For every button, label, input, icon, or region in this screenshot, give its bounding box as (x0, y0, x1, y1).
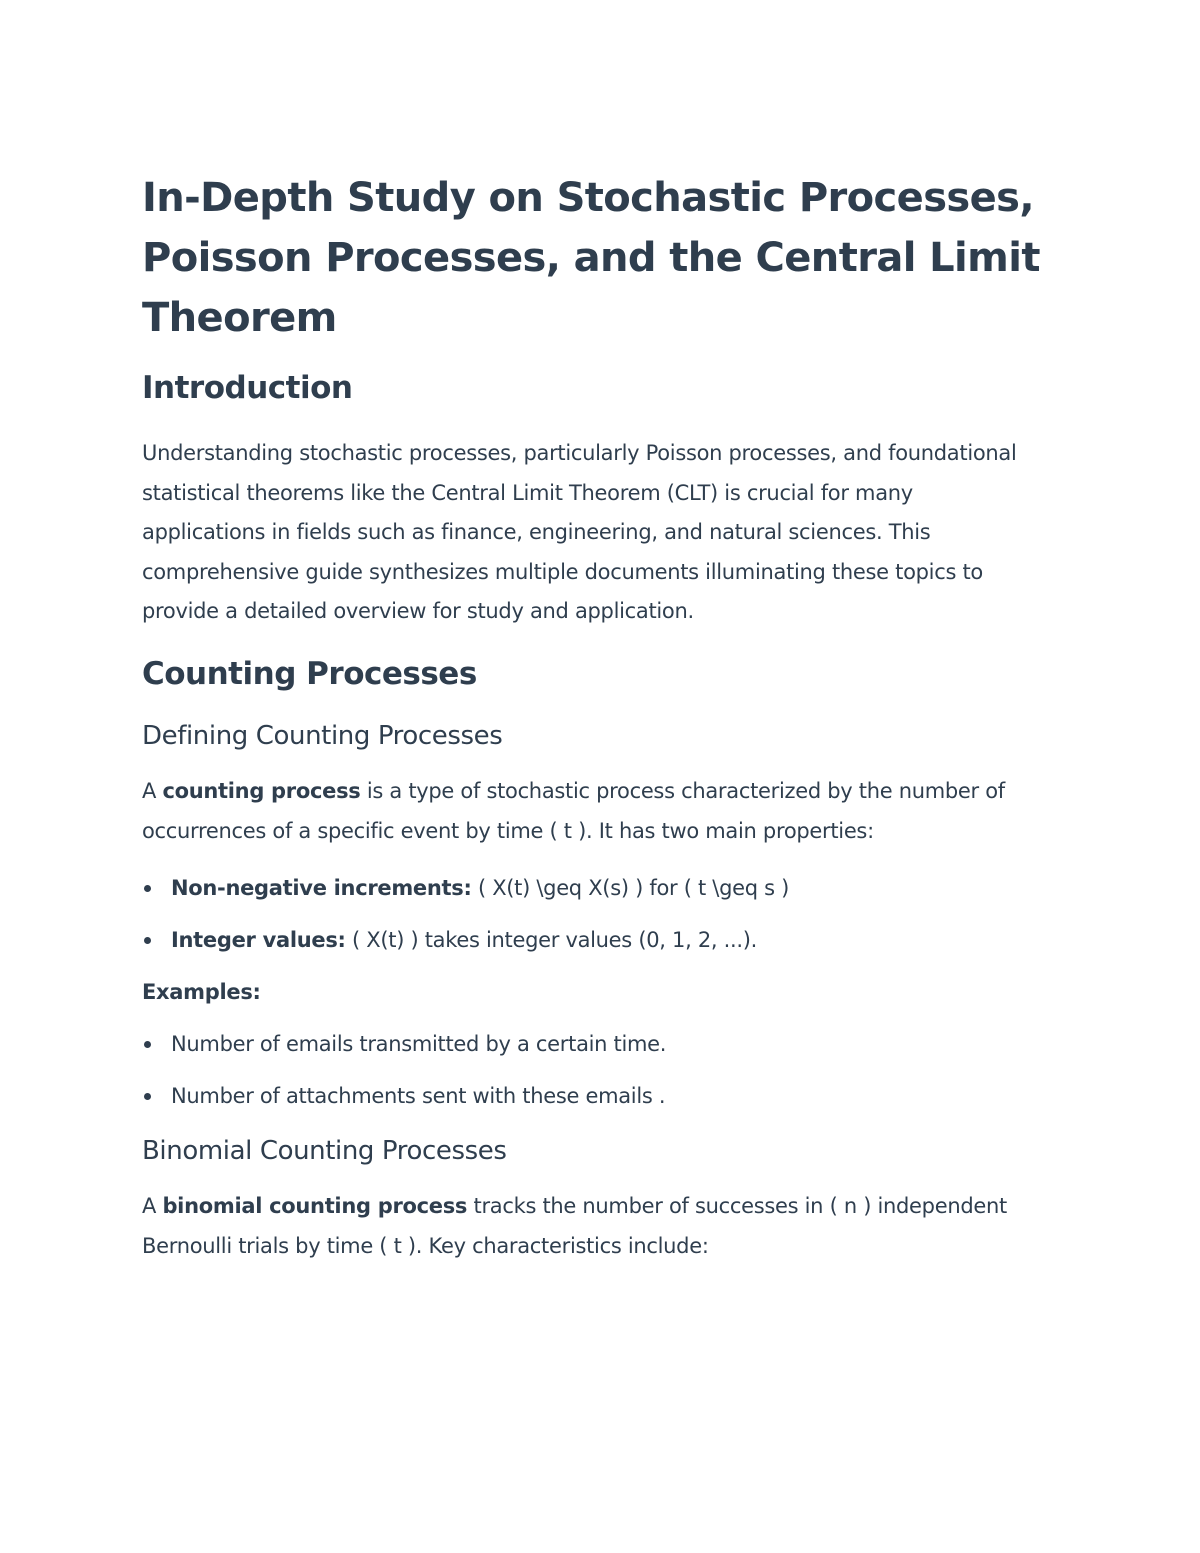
property-text: ( X(t) ) takes integer values (0, 1, 2, ...). (345, 928, 758, 953)
introduction-heading: Introduction (142, 370, 353, 406)
property-text: ( X(t) \geq X(s) ) for ( t \geq s ) (471, 876, 790, 901)
binomial-counting-processes-heading: Binomial Counting Processes (142, 1136, 507, 1167)
definition-text: is a type of stochastic process characterized by the number of occurrences of a specific event by time ( t ). It has two main properties: (142, 778, 1005, 843)
document-title: In-Depth Study on Stochastic Processes, Poisson Processes, and the Central Limit Theorem (142, 175, 1040, 341)
list-item (142, 873, 1042, 903)
document-page (142, 168, 1042, 1288)
counting-process-definition (142, 772, 1042, 851)
list-item (142, 925, 1042, 955)
list-item: Number of attachments sent with these emails . (142, 1081, 1042, 1111)
examples-list (142, 1029, 1042, 1111)
properties-list (142, 873, 1042, 955)
binomial-prefix: A (142, 1194, 163, 1219)
property-label: Non-negative increments: (171, 876, 472, 901)
property-label: Integer values: (171, 928, 346, 953)
list-item: Number of emails transmitted by a certain time. (142, 1029, 1042, 1059)
binomial-text: tracks the number of successes in ( n ) independent Bernoulli trials by time ( t ). Key characteristics include: (142, 1194, 1007, 1258)
examples-label: Examples: (142, 980, 261, 1005)
counting-processes-heading: Counting Processes (142, 655, 477, 692)
binomial-term: binomial counting process (162, 1194, 468, 1219)
definition-prefix: A (142, 778, 163, 803)
introduction-paragraph: Understanding stochastic processes, particularly Poisson processes, and foundational statistical theorems like the Central Limit Theorem (CLT) is crucial for many applications in fields such as finance, engineering, and natural sciences. This comprehensive guide synthesizes multiple documents illuminating these topics to provide a detailed overview for study and application. (142, 441, 1017, 624)
defining-counting-processes-heading: Defining Counting Processes (142, 720, 503, 751)
definition-term: counting process (162, 778, 361, 803)
binomial-process-definition (142, 1187, 1042, 1266)
